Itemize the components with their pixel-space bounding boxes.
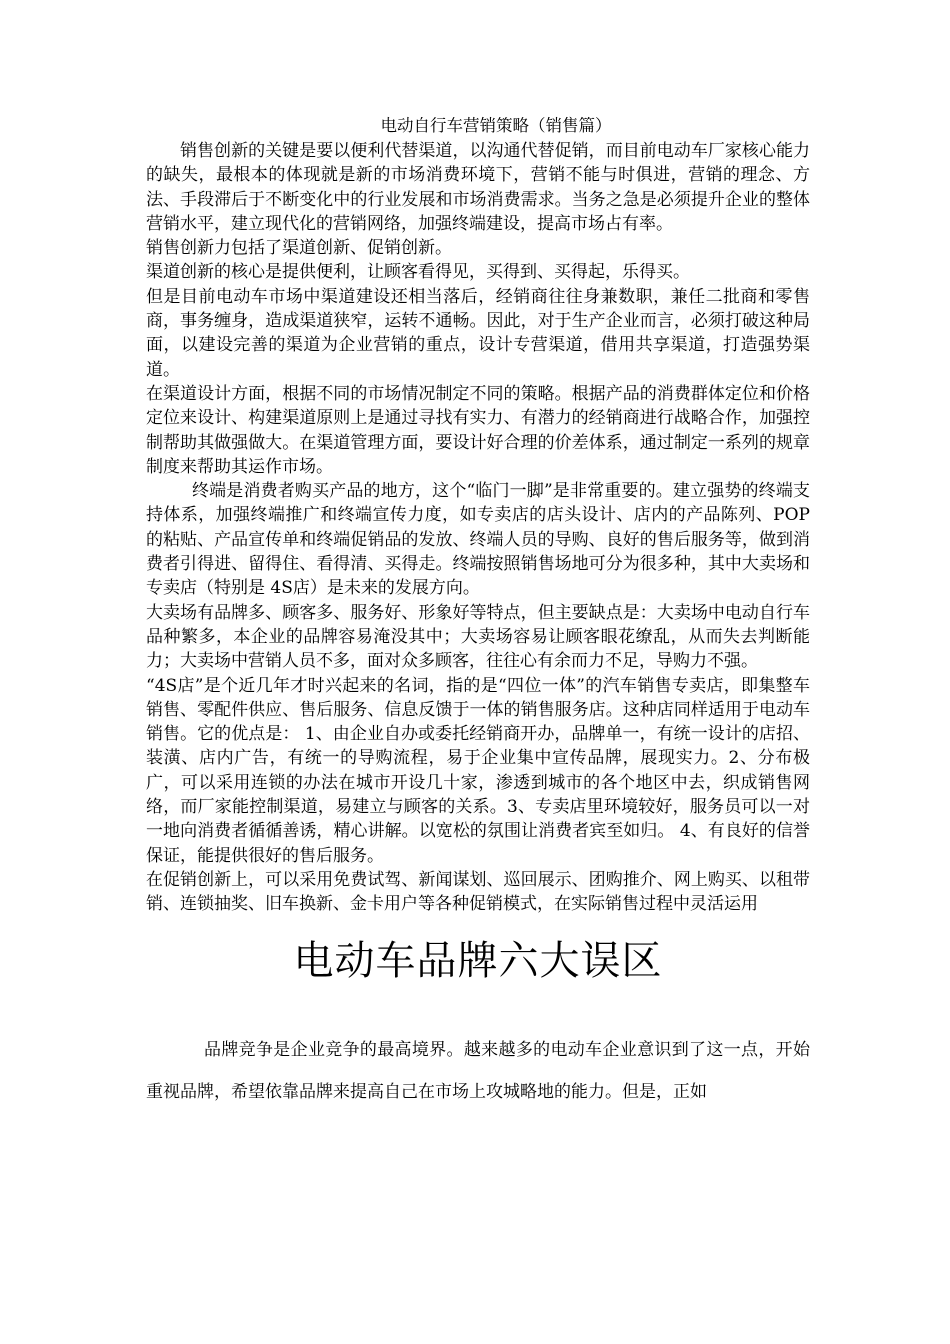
document-title: 电动自行车营销策略（销售篇） — [380, 116, 612, 135]
paragraph-channel-status: 但是目前电动车市场中渠道建设还相当落后，经销商往往身兼数职，兼任二批商和零售商，事务缠身，造成渠道狭窄，运转不通畅。因此，对于生产企业而言，必须打破这种局面，以建设完善的渠道为企业营销的重点，设计专营渠道，借用共享渠道，打造强势渠道。 — [146, 286, 810, 380]
paragraph-sales-innovation: 销售创新的关键是要以便利代替渠道，以沟通代替促销，而目前电动车厂家核心能力的缺失，最根本的体现就是新的市场消费环境下，营销不能与时俱进，营销的理念、方法、手段滞后于不断变化中的行业发展和市场消费需求。当务之急是必须提升企业的整体营销水平，建立现代化的营销网络，加强终端建设，提高市场占有率。 — [146, 141, 810, 234]
paragraph-brand-competition: 品牌竞争是企业竞争的最高境界。越来越多的电动车企业意识到了这一点，开始重视品牌，希望依靠品牌来提高自己在市场上攻城略地的能力。但是，正如 — [146, 1039, 810, 1102]
paragraph-promotion: 在促销创新上，可以采用免费试驾、新闻谋划、巡回展示、团购推介、网上购买、以租带销、连锁抽奖、旧车换新、金卡用户等各种促销模式，在实际销售过程中灵活运用 — [146, 869, 810, 915]
paragraph-innovation-types: 销售创新力包括了渠道创新、促销创新。 — [146, 238, 452, 259]
paragraph-terminal: 终端是消费者购买产品的地方，这个“临门一脚”是非常重要的。建立强势的终端支持体系，加强终端推广和终端宣传力度，如专卖店的店头设计、店内的产品陈列、POP的粘贴、产品宣传单和终端促销品的发放、终端人员的导购、良好的售后服务等，做到消费者引得进、留得住、看得清、买得走。终端按照销售场地可分为很多种，其中大卖场和专卖店（特别是 4S店）是未来的发展方向。 — [146, 481, 810, 599]
paragraph-channel-core: 渠道创新的核心是提供便利，让顾客看得见，买得到、买得起，乐得买。 — [146, 262, 690, 283]
document-body — [146, 113, 810, 1113]
section-body — [146, 1029, 810, 1113]
paragraph-channel-design: 在渠道设计方面，根据不同的市场情况制定不同的策略。根据产品的消费群体定位和价格定位来设计、构建渠道原则上是通过寻找有实力、有潜力的经销商进行战略合作，加强控制帮助其做强做大。在渠道管理方面，要设计好合理的价差体系，通过制定一系列的规章制度来帮助其运作市场。 — [146, 383, 810, 477]
section-heading: 电动车品牌六大误区 — [293, 937, 663, 984]
paragraph-4s-store: “4S店”是个近几年才时兴起来的名词，指的是“四位一体”的汽车销售专卖店，即集整车销售、零配件供应、售后服务、信息反馈于一体的销售服务店。这种店同样适用于电动车销售。它的优点是： 1、由企业自办或委托经销商开办，品牌单一，有统一设计的店招、装潢、店内广告，有统一的导购流程，易于企业集中宣传品牌，展现实力。2、分布极广，可以采用连锁的办法在城市开设几十家，渗透到城市的各个地区中去，织成销售网络，而厂家能控制渠道，易建立与顾客的关系。3、专卖店里环境较好，服务员可以一对一地向消费者循循善诱，精心讲解。以宽松的氛围让消费者宾至如归。 4、有良好的信誉保证，能提供很好的售后服务。 — [146, 675, 810, 866]
paragraph-hypermarket: 大卖场有品牌多、顾客多、服务好、形象好等特点，但主要缺点是：大卖场中电动自行车品种繁多，本企业的品牌容易淹没其中；大卖场容易让顾客眼花缭乱，从而失去判断能力；大卖场中营销人员不多，面对众多顾客，往往心有余而力不足，导购力不强。 — [146, 602, 810, 672]
